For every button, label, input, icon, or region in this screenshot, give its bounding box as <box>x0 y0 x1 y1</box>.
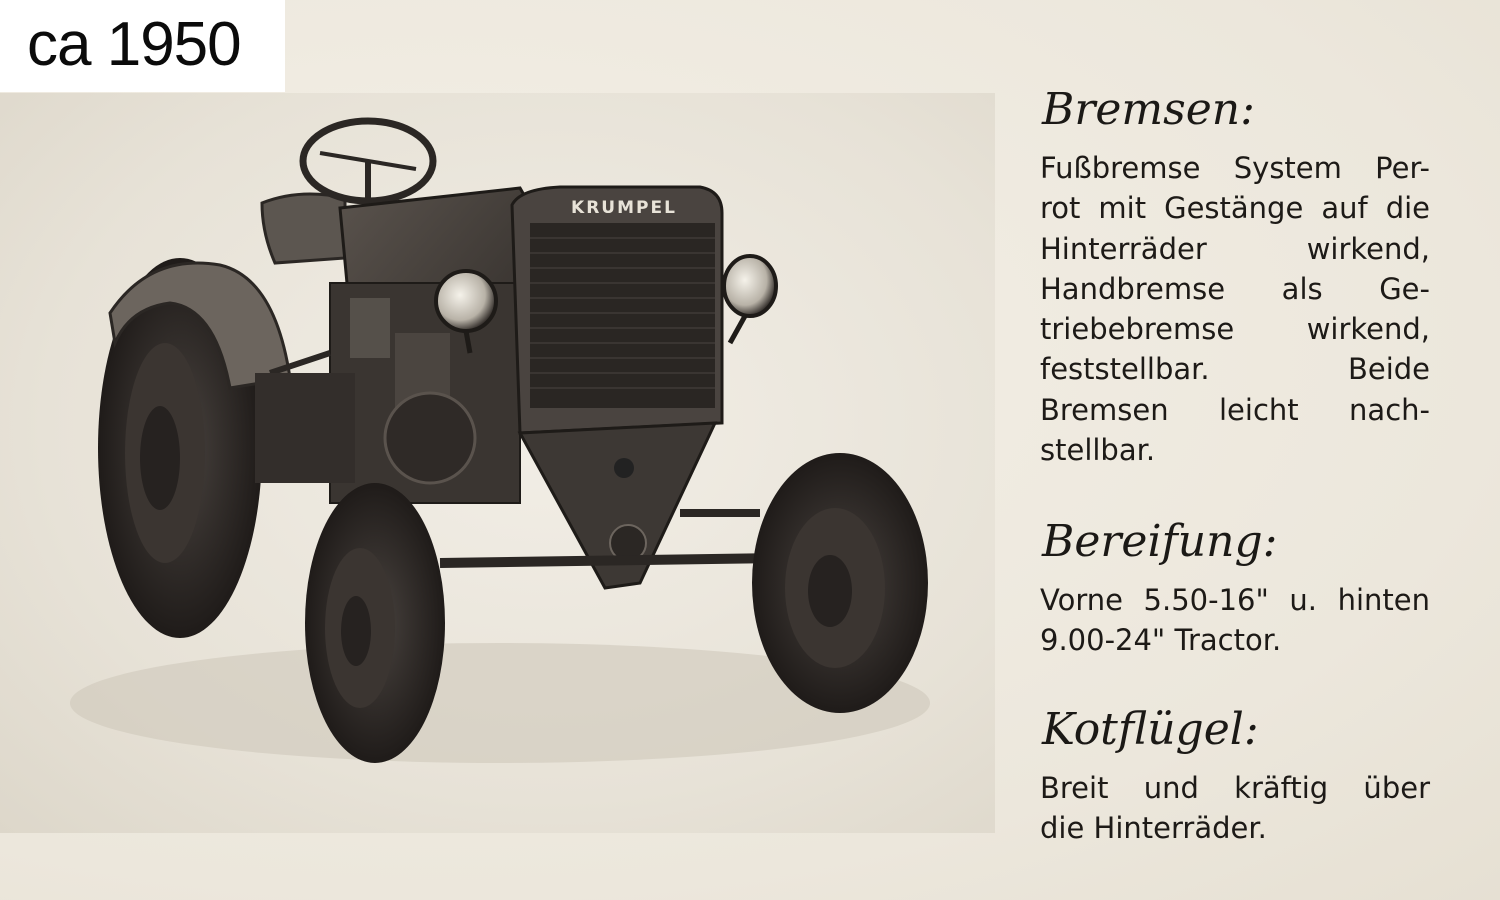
text-line: feststellbar. Beide <box>1040 352 1430 387</box>
brand-plate: KRUMPEL <box>571 198 677 218</box>
tractor-photo <box>0 93 995 833</box>
front-wheel-left <box>305 483 445 763</box>
text-line: Vorne 5.50-16" u. hinten <box>1040 583 1430 617</box>
headlight-right <box>724 256 776 343</box>
tractor-illustration <box>0 93 995 833</box>
section-title-bereifung: Bereifung: <box>1042 516 1278 567</box>
text-line: Hinterräder wirkend, <box>1040 231 1430 266</box>
seat <box>262 194 345 263</box>
year-label: ca 1950 <box>27 10 241 79</box>
text-line: triebebremse wirkend, <box>1040 312 1430 347</box>
section-title-kotfluegel: Kotflügel: <box>1042 704 1259 755</box>
text-line: stellbar. <box>1040 433 1156 468</box>
text-line: rot mit Gestänge auf die <box>1040 191 1430 226</box>
section-body-kotfluegel <box>1040 768 1430 849</box>
front-wheel-right <box>752 453 928 713</box>
text-line: 9.00-24" Tractor. <box>1040 623 1282 658</box>
front-axle <box>440 558 780 563</box>
text-line: Fußbremse System Per- <box>1040 151 1430 185</box>
radiator <box>512 187 722 433</box>
text-line: Bremsen leicht nach- <box>1040 392 1430 427</box>
text-line: Handbremse als Ge- <box>1040 271 1430 306</box>
year-label-box <box>0 0 285 92</box>
section-title-bremsen: Bremsen: <box>1042 84 1255 135</box>
text-line: Breit und kräftig über <box>1040 771 1430 805</box>
section-body-bereifung <box>1040 580 1430 661</box>
section-body-bremsen <box>1040 148 1430 470</box>
text-line: die Hinterräder. <box>1040 811 1267 846</box>
